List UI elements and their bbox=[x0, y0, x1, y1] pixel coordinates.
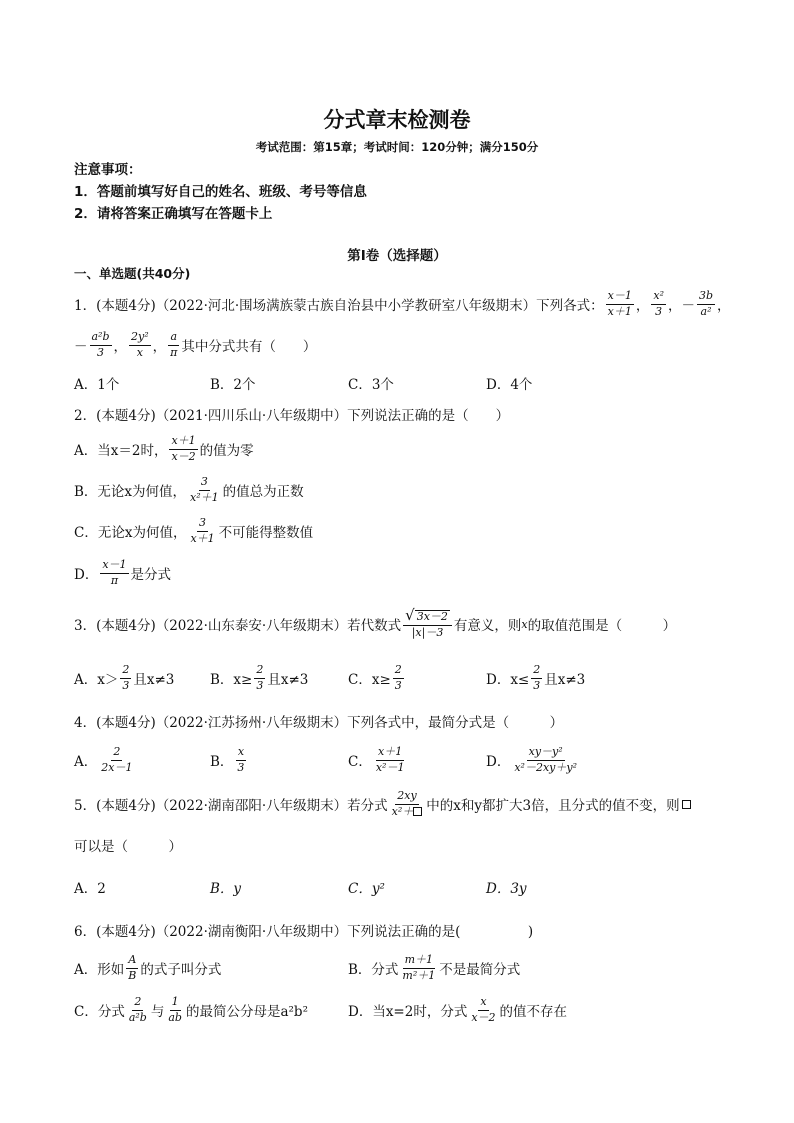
fraction: $\frac{2}{3}$ bbox=[394, 662, 402, 692]
question-3-stem: 3．(本题4分)（2022·山东泰安·八年级期末）若代数式 √ 3x－2 |x|－3 有意义，则 x 的取值范围是（ ） bbox=[74, 606, 677, 639]
question-4-option-c: C． $\frac{x+1}{\text{x²－1}}$ bbox=[348, 744, 405, 774]
fraction: $\frac{2}{3}$ bbox=[533, 662, 541, 692]
fraction: $\frac{A}{B}$ bbox=[128, 952, 137, 982]
question-1-stem: 1．(本题4分)（2022·河北·围场满族蒙古族自治县中小学教研室八年级期末）下列各式： bbox=[74, 298, 604, 314]
fraction: $\frac{\text{x²}}{3}$ bbox=[653, 288, 664, 318]
fraction: $\frac{2}{\text{a²b}}$ bbox=[128, 994, 147, 1024]
note-2: 2．请将答案正确填写在答题卡上 bbox=[74, 206, 273, 222]
question-5-option-c: C．y² bbox=[348, 881, 385, 897]
fraction: $\frac{x+1}{x-2}$ bbox=[171, 433, 196, 463]
question-4-stem: 4．(本题4分)（2022·江苏扬州·八年级期末）下列各式中，最简分式是（ ） bbox=[74, 715, 564, 731]
question-6-option-b: B．分式 $\frac{m+1}{\text{m²＋1}}$ 不是最简分式 bbox=[348, 952, 521, 982]
fraction: $\frac{2}{3}$ bbox=[256, 662, 264, 692]
notes-title: 注意事项： bbox=[74, 162, 142, 178]
fraction: $\frac{\text{a²b}}{3}$ bbox=[91, 329, 110, 359]
question-4-option-b: B． $\frac{x}{3}$ bbox=[210, 744, 245, 774]
question-6-option-c: C．分式 $\frac{2}{\text{a²b}}$ 与 $\frac{1}{ab}$ 的最简公分母是a²b² bbox=[74, 994, 308, 1024]
fraction: $\frac{x}{3}$ bbox=[237, 744, 245, 774]
fraction: $\frac{x-1}{x+1}$ bbox=[607, 288, 632, 318]
question-5-stem: 5．(本题4分)（2022·湖南邵阳·八年级期末）若分式 $\frac{2xy}{\text{x²＋}}$ 中的x和y都扩大3倍，且分式的值不变，则 bbox=[74, 786, 691, 822]
volume-title: 第Ⅰ卷（选择题） bbox=[347, 248, 447, 264]
question-1-line-1: 1．(本题4分)（2022·河北·围场满族蒙古族自治县中小学教研室八年级期末）下列各式： $\frac{x-1}{x+1}$ ， $\frac{\text{x²}}{3}$ ，－ $\frac{3b}{\text{a²}}$ ， bbox=[74, 288, 731, 318]
exam-info: 考试范围：第15章；考试时间：120分钟；满分150分 bbox=[255, 140, 539, 154]
question-5-option-a: A．2 bbox=[74, 881, 106, 897]
question-6-option-d: D．当x=2时，分式 $\frac{x}{x-2}$ 的值不存在 bbox=[348, 994, 568, 1024]
question-5-option-b: B．y bbox=[210, 881, 242, 897]
question-3-option-b: B．x≥ $\frac{2}{3}$ 且x≠3 bbox=[210, 662, 309, 692]
question-4-option-a: A． $\frac{2}{2x-1}$ bbox=[74, 744, 133, 774]
fraction: $\frac{3b}{\text{a²}}$ bbox=[698, 288, 714, 318]
question-2-option-d: D． $\frac{x-1}{\pi}$ 是分式 bbox=[74, 557, 172, 587]
question-3-option-c: C．x≥ $\frac{2}{3}$ bbox=[348, 662, 402, 692]
question-6-stem: 6．(本题4分)（2022·湖南衡阳·八年级期中）下列说法正确的是( ) bbox=[74, 924, 534, 940]
question-1-option-d: D．4个 bbox=[486, 377, 533, 393]
fraction: $\frac{2}{3}$ bbox=[122, 662, 130, 692]
blank-box-icon bbox=[413, 807, 422, 816]
page-title: 分式章末检测卷 bbox=[323, 108, 471, 132]
blank-box-icon bbox=[682, 800, 691, 809]
sqrt-icon: √ 3x－2 bbox=[405, 606, 448, 625]
fraction: $\frac{\text{xy－y²}}{\text{x²－2xy＋y²}}$ bbox=[514, 744, 577, 774]
question-1-line-2: － $\frac{\text{a²b}}{3}$ ， $\frac{\text{2y²}}{x}$ ， $\frac{a}{\pi}$ 其中分式共有（ ） bbox=[74, 329, 317, 359]
fraction: √ 3x－2 |x|－3 bbox=[403, 608, 452, 639]
fraction: $\frac{2}{2x-1}$ bbox=[101, 744, 133, 774]
question-2-option-a: A．当x＝2时， $\frac{x+1}{x-2}$ 的值为零 bbox=[74, 433, 254, 463]
fraction: $\frac{x-1}{\pi}$ bbox=[102, 557, 127, 587]
fraction: $\frac{3}{\text{x²＋1}}$ bbox=[190, 474, 219, 504]
fraction: $\frac{2xy}{\text{x²＋}}$ bbox=[390, 790, 425, 818]
note-1: 1．答题前填写好自己的姓名、班级、考号等信息 bbox=[74, 184, 367, 200]
question-5-stem-continued: 可以是（ ） bbox=[74, 839, 182, 855]
fraction: $\frac{\text{2y²}}{x}$ bbox=[131, 329, 149, 359]
question-2-option-b: B．无论x为何值， $\frac{3}{\text{x²＋1}}$ 的值总为正数 bbox=[74, 474, 304, 504]
fraction: $\frac{x}{x-2}$ bbox=[471, 994, 496, 1024]
fraction: $\frac{3}{x+1}$ bbox=[190, 515, 215, 545]
question-4-option-d: D． $\frac{\text{xy－y²}}{\text{x²－2xy＋y²}}$ bbox=[486, 744, 577, 774]
question-2-stem: 2．(本题4分)（2021·四川乐山·八年级期中）下列说法正确的是（ ） bbox=[74, 408, 510, 424]
question-2-option-c: C．无论x为何值， $\frac{3}{x+1}$ 不可能得整数值 bbox=[74, 515, 314, 545]
question-1-option-a: A．1个 bbox=[74, 377, 120, 393]
question-5-option-d: D．3y bbox=[486, 881, 527, 897]
fraction: $\frac{x+1}{\text{x²－1}}$ bbox=[375, 744, 405, 774]
fraction: $\frac{a}{\pi}$ bbox=[170, 329, 178, 359]
question-6-option-a: A．形如 $\frac{A}{B}$ 的式子叫分式 bbox=[74, 952, 222, 982]
question-1-option-c: C．3个 bbox=[348, 377, 394, 393]
question-3-option-d: D．x≤ $\frac{2}{3}$ 且x≠3 bbox=[486, 662, 586, 692]
fraction: $\frac{1}{ab}$ bbox=[168, 994, 182, 1024]
question-3-option-a: A．x＞ $\frac{2}{3}$ 且x≠3 bbox=[74, 662, 175, 692]
fraction: $\frac{m+1}{\text{m²＋1}}$ bbox=[402, 952, 436, 982]
question-1-option-b: B．2个 bbox=[210, 377, 256, 393]
section-heading: 一、单选题(共40分) bbox=[74, 266, 191, 281]
